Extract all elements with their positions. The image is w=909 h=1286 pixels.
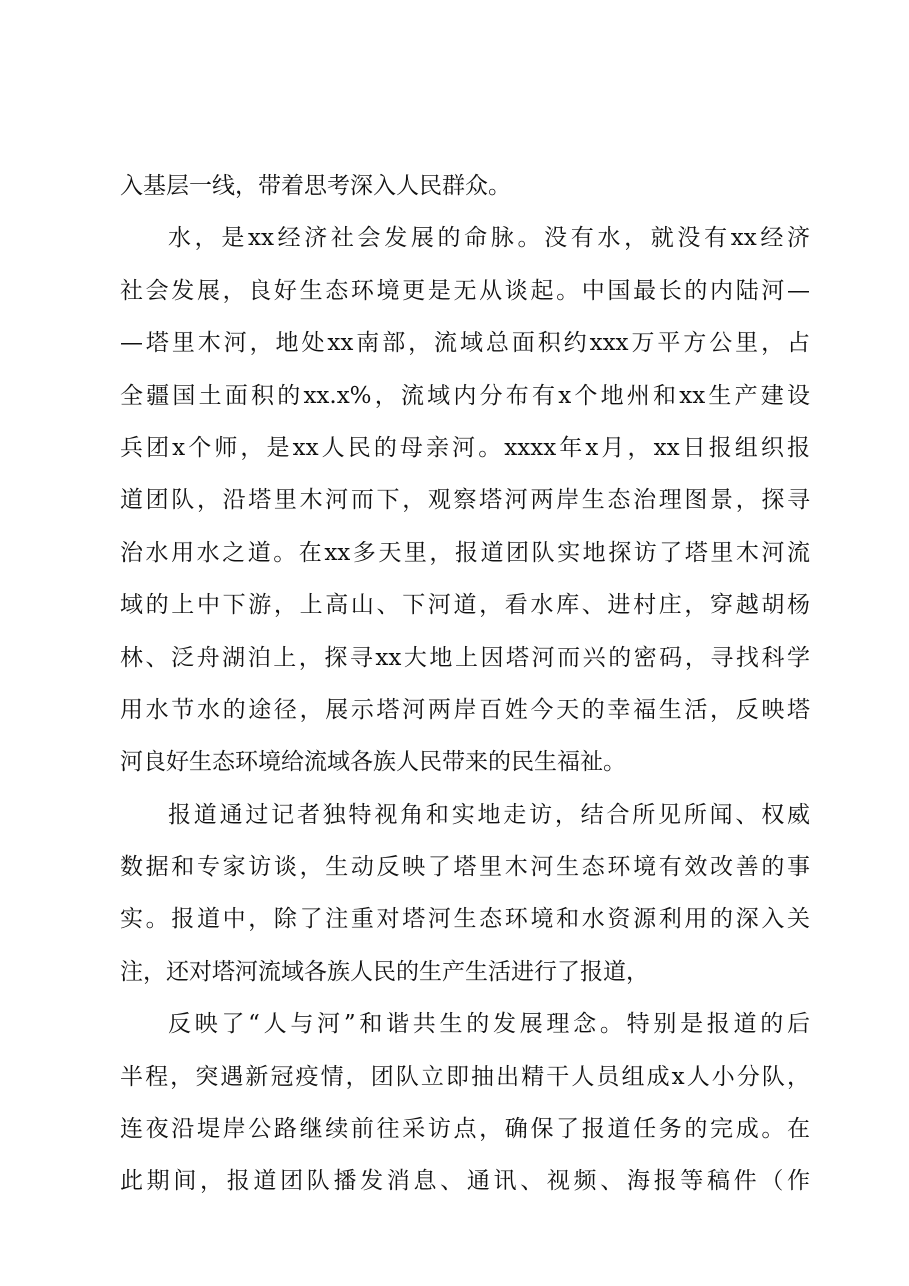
paragraph-first-line: 报道通过记者独特视角和实地走访，结合所见所闻、权威 xyxy=(168,801,810,828)
text-line: 用水节水的途径，展示塔河两岸百姓今天的幸福生活，反映塔 xyxy=(120,696,810,723)
text-line: 入基层一线，带着思考深入人民群众。 xyxy=(120,173,511,199)
text-line: 治水用水之道。在xx多天里，报道团队实地探访了塔里木河流 xyxy=(120,539,810,566)
text-line: 社会发展，良好生态环境更是无从谈起。中国最长的内陆河— xyxy=(120,277,810,304)
text-line: 域的上中下游，上高山、下河道，看水库、进村庄，穿越胡杨 xyxy=(120,592,810,619)
text-line: 数据和专家访谈，生动反映了塔里木河生态环境有效改善的事 xyxy=(120,854,810,881)
text-line: 兵团x个师，是xx人民的母亲河。xxxx年x月，xx日报组织报 xyxy=(120,434,810,461)
text-line: 全疆国土面积的xx.x%，流域内分布有x个地州和xx生产建设 xyxy=(120,382,810,409)
text-line: 半程，突遇新冠疫情，团队立即抽出精干人员组成x人小分队， xyxy=(120,1063,810,1090)
text-line: 道团队，沿塔里木河而下，观察塔河两岸生态治理图景，探寻 xyxy=(120,487,810,514)
paragraph-first-line: 反映了“人与河”和谐共生的发展理念。特别是报道的后 xyxy=(168,1011,810,1038)
text-line: 注，还对塔河流域各族人民的生产生活进行了报道， xyxy=(120,958,649,985)
paragraph-first-line: 水，是xx经济社会发展的命脉。没有水，就没有xx经济 xyxy=(168,225,810,252)
text-line: 连夜沿堤岸公路继续前往采访点，确保了报道任务的完成。在 xyxy=(120,1116,810,1143)
body-text xyxy=(120,160,810,1208)
text-line: 林、泛舟湖泊上，探寻xx大地上因塔河而兴的密码，寻找科学 xyxy=(120,644,810,671)
text-line: 实。报道中，除了注重对塔河生态环境和水资源利用的深入关 xyxy=(120,906,810,933)
text-line: 此期间，报道团队播发消息、通讯、视频、海报等稿件（作 xyxy=(120,1168,810,1195)
text-line: 河良好生态环境给流域各族人民带来的民生福祉。 xyxy=(120,749,626,776)
text-line: —塔里木河，地处xx南部，流域总面积约xxx万平方公里，占 xyxy=(120,330,810,357)
